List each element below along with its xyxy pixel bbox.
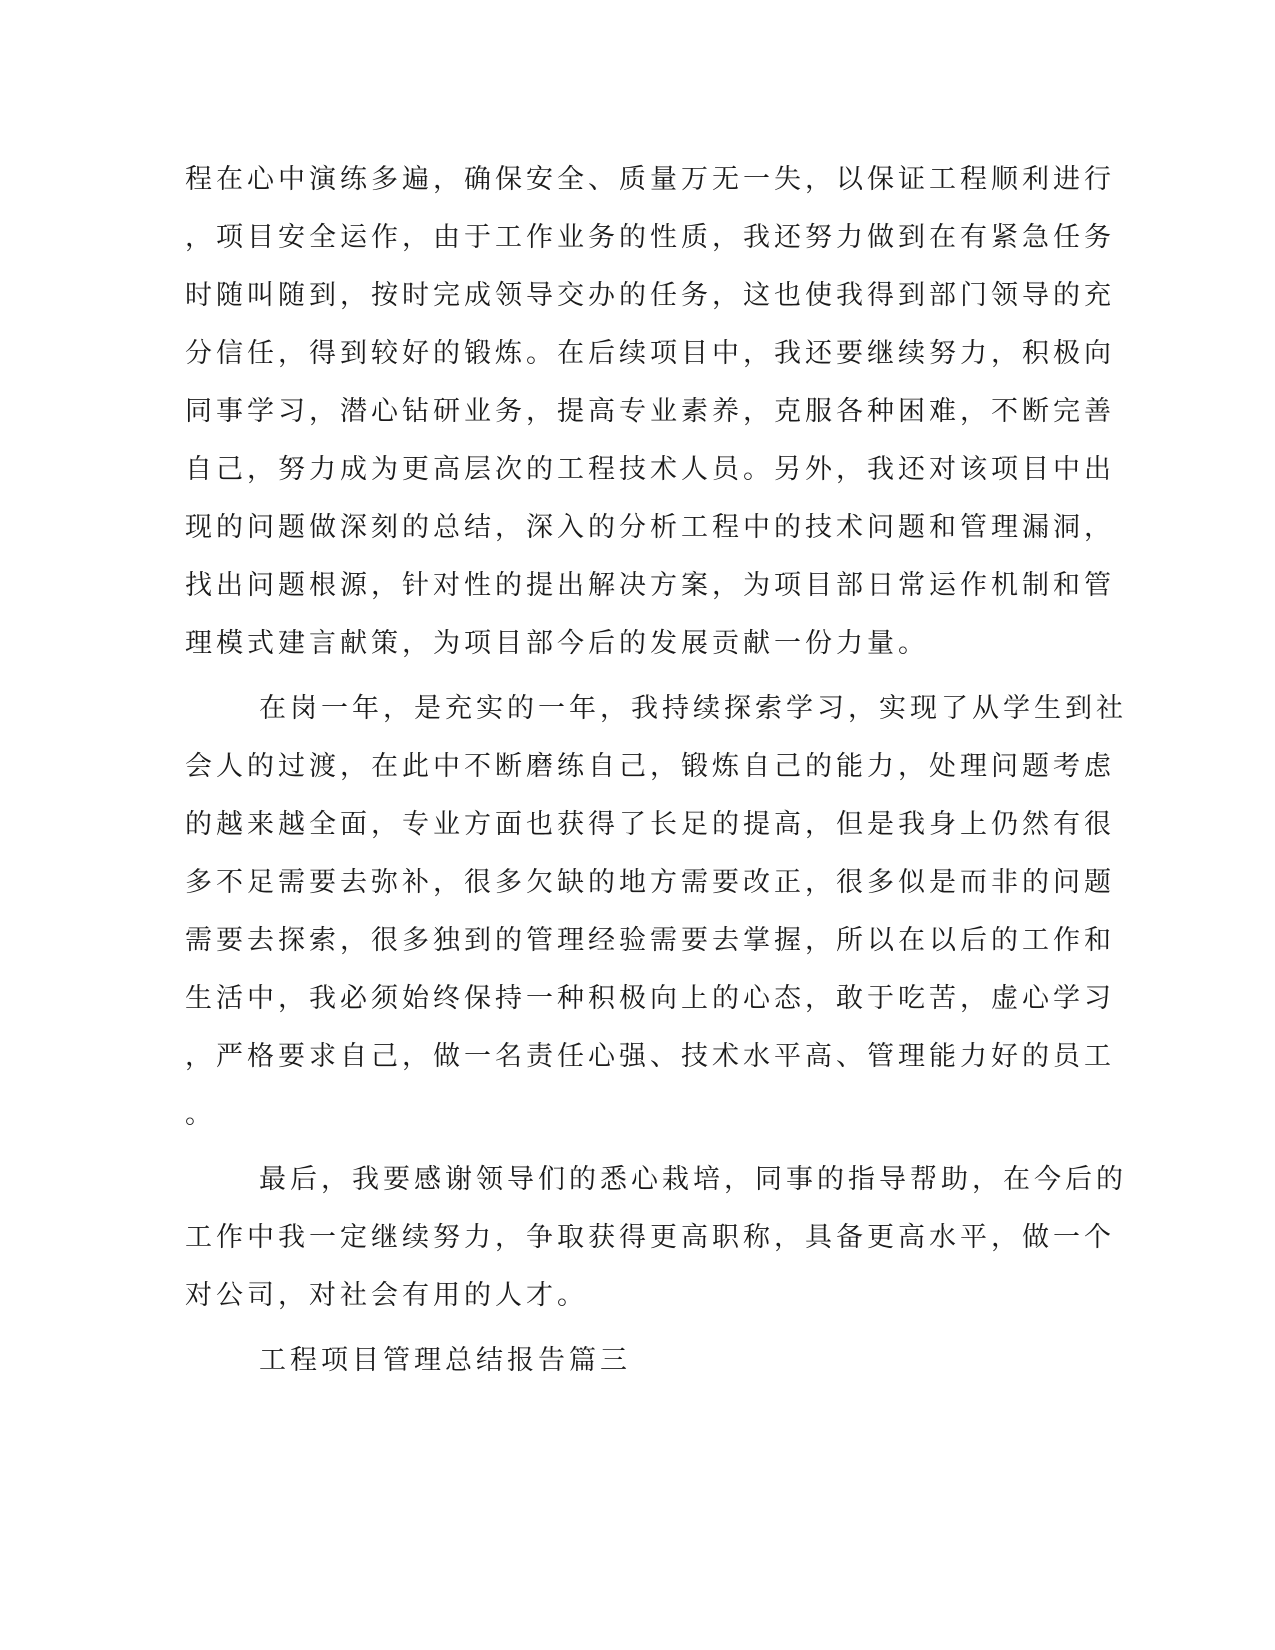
text-line: 会人的过渡，在此中不断磨练自己，锻炼自己的能力，处理问题考虑 [185,751,1115,782]
section-heading: 工程项目管理总结报告篇三 [259,1345,631,1376]
text-line: 自己，努力成为更高层次的工程技术人员。另外，我还对该项目中出 [185,454,1115,485]
text-line: 。 [185,1099,216,1130]
paragraph-first-line: 最后，我要感谢领导们的悉心栽培，同事的指导帮助，在今后的 [259,1164,1127,1195]
text-line: 对公司，对社会有用的人才。 [185,1280,588,1311]
text-line: 时随叫随到，按时完成领导交办的任务，这也使我得到部门领导的充 [185,280,1115,311]
text-line: 的越来越全面，专业方面也获得了长足的提高，但是我身上仍然有很 [185,809,1115,840]
text-line: ，项目安全运作，由于工作业务的性质，我还努力做到在有紧急任务 [185,222,1115,253]
text-line: 分信任，得到较好的锻炼。在后续项目中，我还要继续努力，积极向 [185,338,1115,369]
text-line: 同事学习，潜心钻研业务，提高专业素养，克服各种困难，不断完善 [185,396,1115,427]
text-line: 程在心中演练多遍，确保安全、质量万无一失，以保证工程顺利进行 [185,164,1115,195]
text-line: 工作中我一定继续努力，争取获得更高职称，具备更高水平，做一个 [185,1222,1115,1253]
text-line: 多不足需要去弥补，很多欠缺的地方需要改正，很多似是而非的问题 [185,867,1115,898]
text-line: 生活中，我必须始终保持一种积极向上的心态，敢于吃苦，虚心学习 [185,983,1115,1014]
paragraph-first-line: 在岗一年，是充实的一年，我持续探索学习，实现了从学生到社 [259,693,1127,724]
text-line: 需要去探索，很多独到的管理经验需要去掌握，所以在以后的工作和 [185,925,1115,956]
text-line: ，严格要求自己，做一名责任心强、技术水平高、管理能力好的员工 [185,1041,1115,1072]
text-line: 找出问题根源，针对性的提出解决方案，为项目部日常运作机制和管 [185,570,1115,601]
text-line: 现的问题做深刻的总结，深入的分析工程中的技术问题和管理漏洞， [185,512,1115,543]
text-line: 理模式建言献策，为项目部今后的发展贡献一份力量。 [185,628,929,659]
